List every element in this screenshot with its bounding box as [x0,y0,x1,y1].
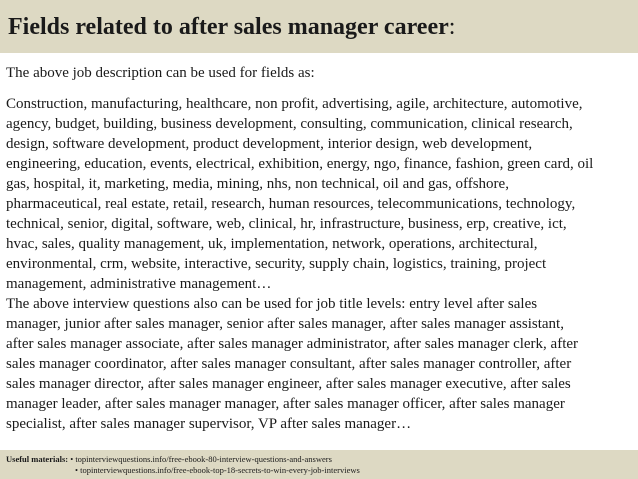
paragraph-line: Construction, manufacturing, healthcare, non profit, advertising, agile, architecture, automotive, [6,96,583,112]
paragraph-line: environmental, crm, website, interactive, security, supply chain, logistics, training, project [6,256,547,272]
paragraph-line: management, administrative management… [6,276,272,292]
ebook-link-18-secrets[interactable]: • topinterviewquestions.info/free-ebook-top-18-secrets-to-win-every-job-interviews [75,465,360,475]
footer-row [6,454,360,465]
useful-materials-label: Useful materials: [6,454,69,464]
paragraph-line: agency, budget, building, business development, consulting, communication, clinical research, [6,116,573,132]
job-levels-paragraph [6,294,634,434]
paragraph-line: sales manager coordinator, after sales manager consultant, after sales manager controller, after [6,356,572,372]
paragraph-line: sales manager director, after sales manager engineer, after sales manager executive, after sales [6,376,571,392]
paragraph-line: manager, junior after sales manager, senior after sales manager, after sales manager assistant, [6,316,564,332]
paragraph-line: pharmaceutical, real estate, retail, research, human resources, telecommunications, technology, [6,196,576,212]
slide-title-text: Fields related to after sales manager career [8,14,449,40]
paragraph-line: engineering, education, events, electrical, exhibition, energy, ngo, finance, fashion, green card, oil [6,156,594,172]
paragraph-line: gas, hospital, it, marketing, media, mining, nhs, non technical, oil and gas, offshore, [6,176,509,192]
slide-title-colon: : [448,14,456,40]
paragraph-line: specialist, after sales manager supervisor, VP after sales manager… [6,416,412,432]
useful-materials-footer [6,454,360,476]
intro-text: The above job description can be used for fields as: [6,65,315,81]
paragraph-line: after sales manager associate, after sales manager administrator, after sales manager clerk, after [6,336,579,352]
paragraph-line: The above interview questions also can be used for job title levels: entry level after sales [6,296,538,312]
paragraph-line: hvac, sales, quality management, uk, implementation, network, operations, architectural, [6,236,538,252]
fields-paragraph [6,94,634,294]
slide-title [8,13,455,41]
ebook-link-80-questions[interactable]: • topinterviewquestions.info/free-ebook-80-interview-questions-and-answers [70,454,332,464]
paragraph-line: manager leader, after sales manager manager, after sales manager officer, after sales manager [6,396,565,412]
paragraph-line: technical, senior, digital, software, web, clinical, hr, infrastructure, business, erp, creative, ict, [6,216,567,232]
footer-row [6,465,360,476]
paragraph-line: design, software development, product development, interior design, web development, [6,136,533,152]
